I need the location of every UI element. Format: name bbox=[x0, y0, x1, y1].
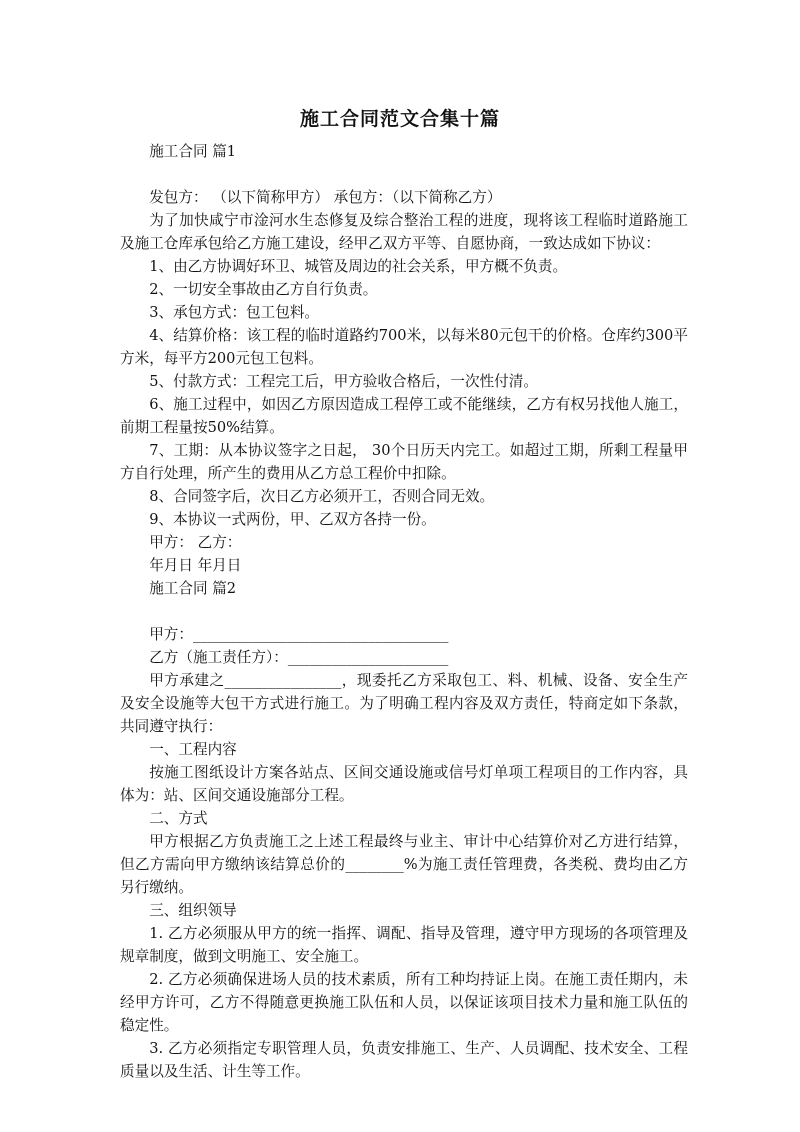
paragraph: 乙方（施工责任方）：______________________ bbox=[149, 649, 449, 666]
document-title: 施工合同范文合集十篇 bbox=[299, 108, 500, 130]
paragraph: 甲方： 乙方： bbox=[149, 534, 242, 551]
paragraph: 一、工程内容 bbox=[149, 741, 237, 758]
paragraph: 三、组织领导 bbox=[149, 902, 237, 919]
paragraph: 甲方根据乙方负责施工之上述工程最终与业主、审计中心结算价对乙方进行结算，但乙方需向甲方缴纳该结算总价的________%为施工责任管理费，各类税、费均由乙方另行缴纳。 bbox=[120, 833, 688, 896]
paragraph: 按施工图纸设计方案各站点、区间交通设施或信号灯单项工程项目的工作内容，具体为：站、区间交通设施部分工程。 bbox=[120, 764, 688, 804]
blank-line bbox=[120, 163, 688, 186]
paragraph: 施工合同 篇2 bbox=[149, 580, 237, 597]
paragraph: 1、由乙方协调好环卫、城管及周边的社会关系，甲方概不负责。 bbox=[149, 258, 568, 275]
paragraph: 2、一切安全事故由乙方自行负责。 bbox=[149, 281, 378, 298]
paragraph: 甲方：___________________________________ bbox=[149, 626, 449, 643]
paragraph: 2. 乙方必须确保进场人员的技术素质，所有工种均持证上岗。在施工责任期内，未经甲方许可，乙方不得随意更换施工队伍和人员，以保证该项目技术力量和施工队伍的稳定性。 bbox=[120, 971, 688, 1034]
paragraph: 为了加快咸宁市淦河水生态修复及综合整治工程的进度，现将该工程临时道路施工及施工仓库承包给乙方施工建设，经甲乙双方平等、自愿协商，一致达成如下协议： bbox=[120, 212, 688, 252]
paragraph: 6、施工过程中，如因乙方原因造成工程停工或不能继续，乙方有权另找他人施工，前期工程量按50%结算。 bbox=[120, 396, 688, 436]
paragraph: 年月日 年月日 bbox=[149, 557, 242, 574]
blank-line bbox=[120, 600, 688, 623]
paragraph: 发包方： （以下简称甲方） 承包方：（以下简称乙方） bbox=[149, 189, 502, 206]
paragraph: 5、付款方式：工程完工后，甲方验收合格后，一次性付清。 bbox=[149, 373, 538, 390]
paragraph: 甲方承建之________________，现委托乙方采取包工、料、机械、设备、安全生产及安全设施等大包干方式进行施工。为了明确工程内容及双方责任，特商定如下条款，共同遵守执行： bbox=[120, 672, 688, 735]
document-body bbox=[120, 140, 688, 1083]
paragraph: 3、承包方式：包工包料。 bbox=[149, 304, 320, 321]
paragraph: 施工合同 篇1 bbox=[149, 143, 237, 160]
paragraph: 7、工期：从本协议签字之日起， 30个日历天内完工。如超过工期，所剩工程量甲方自行处理，所产生的费用从乙方总工程价中扣除。 bbox=[120, 442, 688, 482]
paragraph: 4、结算价格：该工程的临时道路约700米，以每米80元包干的价格。仓库约300平方米，每平方200元包工包料。 bbox=[120, 327, 688, 367]
paragraph: 二、方式 bbox=[149, 810, 208, 827]
paragraph: 9、本协议一式两份，甲、乙双方各持一份。 bbox=[149, 511, 436, 528]
paragraph: 3. 乙方必须指定专职管理人员，负责安排施工、生产、人员调配、技术安全、工程质量以及生活、计生等工作。 bbox=[120, 1040, 688, 1080]
paragraph: 1. 乙方必须服从甲方的统一指挥、调配、指导及管理，遵守甲方现场的各项管理及规章制度，做到文明施工、安全施工。 bbox=[120, 925, 688, 965]
paragraph: 8、合同签字后，次日乙方必须开工，否则合同无效。 bbox=[149, 488, 495, 505]
